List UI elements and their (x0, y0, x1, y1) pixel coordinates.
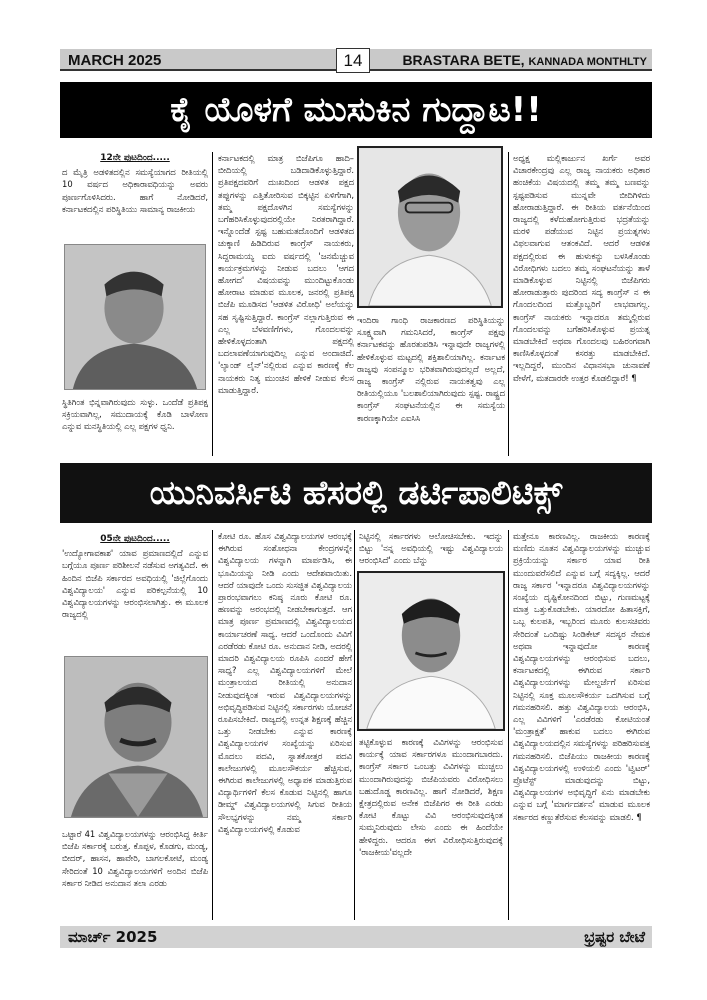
article1-col4-text: ಅಧ್ಯಕ್ಷ ಮಲ್ಲಿಕಾರ್ಜುನ ಖರ್ಗೆ ಅವರ ವಿಚಾರಕೇಂದ್ರವು ಎಲ್ಲ ರಾಜ್ಯ ನಾಯಕರು ಅಧಿಕಾರ ಹಂಚಿಕೆಯ ವಿಷಯದಲ್ಲಿ ತಮ್ಮ ತಮ್ಮ ಬಣವನ್ನು ಸ್ಪಷ್ಟಪಡಿಸುವ ಮುನ್ನವೇ ಬೀದಿಗಿಳಿದು ಹೋರಾಡುತ್ತಿದ್ದಾರೆ. ಈ ರೀತಿಯ ವರ್ತನೆಯಿಂದ ರಾಜ್ಯದಲ್ಲಿ ಕಳೆದುಹೋಗುತ್ತಿರುವ ಭದ್ರತೆಯನ್ನು ಮರಳಿ ಪಡೆಯುವ ನಿಟ್ಟಿನ ಪ್ರಯತ್ನಗಳು ವಿಫಲವಾಗುವ ಆತಂಕವಿದೆ. ಆದರೆ ಆಡಳಿತ ಪಕ್ಷದಲ್ಲಿರುವ ಈ ಹುಳುಕನ್ನು ಬಳಸಿಕೊಂಡು ವಿರೋಧಿಗಳು ಬದಲು ತಮ್ಮ ಸಂಘಟನೆಯನ್ನು ತಾಳೆ ಮಾಡಿಕೊಳ್ಳುವ ನಿಟ್ಟಿನಲ್ಲಿ ಬಿಜೆಪಿಗರು ಹೋರಾಡುತ್ತಾರು ಪುದರಿಂದ ಸದ್ಯ ಕಾಂಗ್ರೆಸ್ ನ ಈ ಗೊಂದಲದಿಂದ ಮತ್ತೊಬ್ಬರಿಗೆ ಲಾಭವಾಗಲ್ಲ. ಕಾಂಗ್ರೆಸ್ ನಾಯಕರು ಇನ್ನಾದರೂ ತಮ್ಮಲ್ಲಿರುವ ಗೊಂದಲವನ್ನು ಬಗೆಹರಿಸಿಕೊಳ್ಳುವ ಪ್ರಯತ್ನ ಮಾಡಬೇಕಿದೆ ಅಥವಾ ಗೊಂದಲವು ಬಹಿರಂಗವಾಗಿ ಕಾಣಿಸಿಕೊಳ್ಳದಂತೆ ಕಸರತ್ತು ಮಾಡಬೇಕಿದೆ. ಇಲ್ಲದಿದ್ದರೆ, ಮುಂದಿನ ವಿಧಾನಸಭಾ ಚುನಾವಣೆ ವೇಳೆಗೆ, ಮತದಾರರೇ ಉತ್ತರ ಕೊಡಲಿದ್ದಾರೆ! ¶ (513, 153, 650, 383)
article1-col1-bottom (62, 396, 208, 458)
article2-col3-top (359, 530, 503, 568)
article2-col4 (513, 530, 650, 920)
article2-col2 (218, 530, 352, 920)
article2-col1-text-bottom: ಒಟ್ಟಾರೆ 41 ವಿಶ್ವವಿದ್ಯಾಲಯಗಳನ್ನು ಆರಂಭಿಸಿದ್ದ ಕೀರ್ತಿ ಬಿಜೆಪಿ ಸರ್ಕಾರಕ್ಕೆ ಬರುತ್ತ. ಕೊಪ್ಪಳ, ಕೊಡಗು, ಮಂಡ್ಯ, ಬೀದರ್, ಹಾಸನ, ಹಾವೇರಿ, ಬಾಗಲಕೋಟೆ, ಮಂಡ್ಯ ಸೇರಿದಂತೆ 10 ವಿಶ್ವವಿದ್ಯಾಲಯಗಳಿಗೆ ಅಂದಿನ ಬಿಜೆಪಿ ಸರ್ಕಾರ ನೀಡಿದ ಅನುದಾನ ತಲಾ ಎರಡು (62, 829, 208, 888)
article2-headline: ಯುನಿವರ್ಸಿಟಿ ಹೆಸರಲ್ಲಿ ಡರ್ಟಿಪಾಲಿಟಿಕ್ಸ್ (60, 463, 652, 523)
article2-col1-text-top: 'ಉದ್ಯೋಗಾವಕಾಶ' ಯಾವ ಪ್ರಮಾಣದಲ್ಲಿದೆ ಎನ್ನುವ ಬಗ್ಗೆಯೂ ಪೂರ್ಣ ಪರಿಶೀಲನೆ ನಡೆಸುವ ಅಗತ್ಯವಿದೆ. ಈ ಹಿಂದಿನ ಬಿಜೆಪಿ ಸರ್ಕಾರದ ಅವಧಿಯಲ್ಲಿ 'ಜಿಲ್ಲೆಗೊಂದು ವಿಶ್ವವಿದ್ಯಾಲಯ' ಎನ್ನುವ ಪರಿಕಲ್ಪನೆಯಲ್ಲಿ 10 ವಿಶ್ವವಿದ್ಯಾಲಯಗಳನ್ನು ಆರಂಭಿಸಲಾಗಿತ್ತು. ಈ ಮೂಲಕ ರಾಜ್ಯದಲ್ಲಿ (62, 548, 208, 620)
continued-from-label: 12ನೇ ಪುಟದಿಂದ..... (100, 153, 170, 163)
article1-col1-text-bottom: ಸ್ಥಿತಿಗಿಂತ ಭಿನ್ನವಾಗಿರುವುದು ಸುಳ್ಳು. ಒಂದೆಡೆ ಪ್ರತಿಪಕ್ಷ ಸಕ್ರಿಯವಾಗಿಲ್ಲ, ಸಮುದಾಯಕ್ಕೆ ಕೊಡಿ ಬಾಳೋಣ ಎನ್ನುವ ಮನಸ್ಥಿತಿಯಲ್ಲಿ ಎಲ್ಲ ಪಕ್ಷಗಳ ಧ್ವನಿ. (62, 397, 208, 432)
column-divider (354, 530, 355, 920)
article2-col3-bottom (359, 736, 503, 920)
article2-col2-text: ಕೋಟಿ ರೂ. ಹೊಸ ವಿಶ್ವವಿದ್ಯಾಲಯಗಳ ಆರಂಭಕ್ಕೆ ಈಗಿರುವ ಸಂಶೋಧನಾ ಕೇಂದ್ರಗಳನ್ನೇ ವಿಶ್ವವಿದ್ಯಾಲಯ ಗಳನ್ನಾಗಿ ಮಾರ್ಪಡಿಸಿ, ಈ ಭೂಮಿಯನ್ನು ನೀಡಿ ಎಂದು ಆದೇಶವಾಯಿತು. ಆದರೆ ಯಾವುದೇ ಒಂದು ಸುಸಜ್ಜಿತ ವಿಶ್ವವಿದ್ಯಾಲಯ ಪ್ರಾರಂಭವಾಗಲು ಕನಿಷ್ಠ ನೂರು ಕೋಟಿ ರೂ. ಹಣವನ್ನು ಅರಂಭದಲ್ಲಿ ನೀಡಬೇಕಾಗುತ್ತದೆ. ಆಗ ಮಾತ್ರ ಪೂರ್ಣ ಪ್ರಮಾಣದಲ್ಲಿ ವಿಶ್ವವಿದ್ಯಾಲಯದ ಕಾರ್ಯಾಚರಣೆ ಸಾಧ್ಯ. ಆದರೆ ಒಂದೊಂದು ವಿವಿಗೆ ಎರಡೆರಡು ಕೋಟಿ ರೂ. ಅನುದಾನ ನೀಡಿ, ಅದರಲ್ಲಿ ಮಾದರಿ ವಿಶ್ವವಿದ್ಯಾಲಯ ರೂಪಿಸಿ ಎಂದರೆ ಹೇಗೆ ಸಾಧ್ಯ? ಎಲ್ಲ ವಿಶ್ವವಿದ್ಯಾಲಯಗಳಿಗೆ ಮೇಲೆ ಮಂತ್ರಾಲಯದ ರೀತಿಯಲ್ಲಿ ಅನುದಾನ ನೀಡುವುದಕ್ಕಿಂತ ಇರುವ ವಿಶ್ವವಿದ್ಯಾಲಯಗಳನ್ನು ಅಭಿವೃದ್ಧಿಪಡಿಸುವ ನಿಟ್ಟಿನಲ್ಲಿ ಸರ್ಕಾರಗಳು ಯೋಚನೆ ರೂಪಿಸಬೇಕಿದೆ. ರಾಜ್ಯದಲ್ಲಿ ಉನ್ನತ ಶಿಕ್ಷಣಕ್ಕೆ ಹೆಚ್ಚಿನ ಒತ್ತು ನೀಡಬೇಕು ಎನ್ನುವ ಕಾರಣಕ್ಕೆ ವಿಶ್ವವಿದ್ಯಾಲಯಗಳ ಸಂಖ್ಯೆಯನ್ನು ಏರಿಸುವ ಮೊದಲು ಪದವಿ, ಸ್ನಾತಕೋತ್ತರ ಪದವಿ ಕಾಲೇಜುಗಳಲ್ಲಿ ಮೂಲಸೌಕರ್ಯ ಹೆಚ್ಚಿಸುವ, ಈಗಿರುವ ಕಾಲೇಜುಗಳಲ್ಲಿ ಅಧ್ಯಾಪಕ ಮಾಡುತ್ತಿರುವ ವಿದ್ಯಾರ್ಥಿಗಳಿಗೆ ಕೆಲಸ ಕೊಡುವ ನಿಟ್ಟಿನಲ್ಲಿ ಹಾಗೂ ಡೀಮ್ಡ್ ವಿಶ್ವವಿದ್ಯಾಲಯಗಳಲ್ಲಿ ಸಿಗುವ ರೀತಿಯ ಸೌಲಭ್ಯಗಳನ್ನು ನಮ್ಮ ಸರ್ಕಾರಿ ವಿಶ್ವವಿದ್ಯಾಲಯಗಳಲ್ಲಿ ಕೊಡುವ (218, 531, 352, 834)
article1-headline: ಕೈ ಯೊಳಗೆ ಮುಸುಕಿನ ಗುದ್ದಾಟ!! (60, 82, 652, 138)
column-divider (508, 530, 509, 920)
portrait-icon (359, 148, 501, 306)
article1-col4 (513, 152, 650, 456)
article1-col2 (218, 152, 354, 456)
continued-from-label: 05ನೇ ಪುಟದಿಂದ..... (100, 534, 170, 544)
article2-photo-2 (357, 571, 505, 731)
article1-photo-2 (357, 146, 503, 308)
issue-date: MARCH 2025 (68, 52, 162, 69)
article1-col3-text: ಇಂದಿರಾ ಗಾಂಧಿ ರಾಜಕಾರಣದ ಪರಿಸ್ಥಿತಿಯನ್ನು ಸೂಕ್ಷ್ಮವಾಗಿ ಗಮನಿಸಿದರೆ, ಕಾಂಗ್ರೆಸ್ ಪಕ್ಷವು ಕರ್ನಾಟಕವನ್ನು ಹೊರತುಪಡಿಸಿ ಇನ್ನಾವುದೇ ರಾಜ್ಯಗಳಲ್ಲಿ ಹೇಳಿಕೊಳ್ಳುವ ಮಟ್ಟದಲ್ಲಿ ಶಕ್ತಿಶಾಲಿಯಾಗಿಲ್ಲ. ಕರ್ನಾಟಕ ರಾಜ್ಯವು ಸಂಪನ್ಮೂಲ ಭರಿತವಾಗಿರುವುದಲ್ಲದೆ ಅಲ್ಲದೆ, ರಾಜ್ಯ ಕಾಂಗ್ರೆಸ್ ನಲ್ಲಿರುವ ನಾಯಕತ್ವವು ಎಲ್ಲ ರೀತಿಯಲ್ಲಿಯೂ 'ಬಲಶಾಲಿಯಾಗಿರುವುದು ಸ್ಪಷ್ಟ. ರಾಷ್ಟ್ರದ ಕಾಂಗ್ರೆಸ್ ಸಂಘಟನೆಯಲ್ಲಿನ ಈ ಸಮಸ್ಯೆಯ ಕಾರಣಕ್ಕಾಗಿಯೇ ಎಐಸಿಸಿ (357, 315, 505, 423)
portrait-icon (65, 657, 207, 817)
article2-col1-bottom (62, 828, 208, 920)
publication-name (402, 52, 647, 68)
article2-col3-text-bottom: ತಟ್ಟಿಕೊಳ್ಳುವ ಕಾರಣಕ್ಕೆ ವಿವಿಗಳನ್ನು ಆರಂಭಿಸುವ ಕಾರ್ಯಕ್ಕೆ ಯಾವ ಸರ್ಕಾರಗಳೂ ಮುಂದಾಗಬಾರದು. ಕಾಂಗ್ರೆಸ್ ಸರ್ಕಾರ ಒಂಬತ್ತು ವಿವಿಗಳನ್ನು ಮುಚ್ಚಲು ಮುಂದಾಗಿರುವುದನ್ನು ಬಿಜೆಪಿಯವರು ವಿರೋಧಿಸಲು ಬಹುದೊಡ್ಡ ಕಾರಣವಿಲ್ಲ. ಹಾಗೆ ನೋಡಿದರೆ, ಶಿಕ್ಷಣ ಕ್ಷೇತ್ರದಲ್ಲಿರುವ ಅನೇಕ ಬಿಜೆಪಿಗರ ಈ ರೀತಿ ಎರಡು ಕೋಟಿ ಕೊಟ್ಟು ವಿವಿ ಆರಂಭಿಸುವುದಕ್ಕಿಂತ ಸುಮ್ಮನಿರುವುದು ಲೇಸು ಎಂದು ಈ ಹಿಂದೆಯೇ ಹೇಳಿದ್ದರು. ಆದರೂ ಈಗ ವಿರೋಧಿಸುತ್ತಿರುವುದಕ್ಕೆ 'ರಾಜಕೀಯ'ವಲ್ಲದೇ (359, 737, 503, 857)
column-divider (212, 530, 213, 920)
footer-publication: ಭ್ರಷ್ಟರ ಬೇಟೆ (584, 928, 645, 946)
article2-photo-1 (64, 656, 208, 818)
article1-col1-top (62, 152, 208, 238)
article2-col3-text-top: ನಿಟ್ಟಿನಲ್ಲಿ ಸರ್ಕಾರಗಳು ಆಲೋಚಿಸಬೇಕು. ಇದನ್ನು ಬಿಟ್ಟು 'ನನ್ನ ಅವಧಿಯಲ್ಲಿ ಇಷ್ಟು ವಿಶ್ವವಿದ್ಯಾಲಯ ಆರಂಭಿಸಿದೆ' ಎಂದು ಬೆನ್ನು (359, 531, 503, 566)
article1-col2-text: ಕರ್ನಾಟಕದಲ್ಲಿ ಮಾತ್ರ ಬಿಜೆಪಿಗೂ ಹಾದಿ– ಬೀದಿಯಲ್ಲಿ ಬಡಿದಾಡಿಕೊಳ್ಳುತ್ತಿದ್ದಾರೆ. ಪ್ರತಿಪಕ್ಷದವರಿಗೆ ದುಃಖದಿಂದ ಆಡಳಿತ ಪಕ್ಷದ ತಪ್ಪುಗಳನ್ನು ಎತ್ತಿತೋರಿಸುವ ಬಿಕ್ಕಟ್ಟಿನ ಏಳಿಗೆಗಾಗಿ, ತಮ್ಮ ಪಕ್ಷದೊಳಗಿನ ಸಮಸ್ಯೆಗಳನ್ನು ಬಗೆಹರಿಸಿಕೊಳ್ಳುವುದರಲ್ಲಿಯೇ ನಿರತರಾಗಿದ್ದಾರೆ. ಇನ್ನೊಂದೆಡೆ ಸ್ಪಷ್ಟ ಬಹುಮತದೊಂದಿಗೆ ಆಡಳಿತದ ಚುಕ್ಕಾಣಿ ಹಿಡಿದಿರುವ ಕಾಂಗ್ರೆಸ್ ನಾಯಕರು, ಸಿದ್ದರಾಮಯ್ಯ ಐದು ವರ್ಷದಲ್ಲಿ 'ಜನಮೆಚ್ಚುವ ಕಾರ್ಯಕ್ರಮಗಳನ್ನು ನೀಡುವ ಬದಲು 'ಆಗದ ಹೋಗದ' ವಿಷಯವನ್ನು ಮುಂದಿಟ್ಟುಕೊಂಡು ಹೋರಾಟ ಮಾಡುವ ಮೂಲಕ, ಜನರಲ್ಲಿ ಪ್ರತಿಪಕ್ಷ ಬಿಜೆಪಿ ಮೂಡಿಸದ 'ಆಡಳಿತ ವಿರೋಧಿ' ಅಲೆಯನ್ನು ಸಹ ಸೃಷ್ಟಿಸುತ್ತಿದ್ದಾರೆ. ಕಾಂಗ್ರೆಸ್ ನಲ್ಲಾಗುತ್ತಿರುವ ಈ ಎಲ್ಲ ಬೆಳವಣಿಗೆಗಳು, ಗೊಂದಲವನ್ನು ಹೇಳಿಕೊಳ್ಳದಂತಾಗಿ ಪಕ್ಷದಲ್ಲಿ ಬದಲಾವಣೆಯಾಗುವುದಿಲ್ಲ ಎನ್ನುವ ಅಂದಾಜಿದೆ. 'ಲ್ಯಾಂಡ್ ಲೈನ್'ನಲ್ಲಿರುವ ಎನ್ನುವ ಕಾರಣಕ್ಕೆ ಕೆಲ ನಾಯಕರು ನಿತ್ಯ ಮುಂಚಿನ ಹೇಳಿಕೆ ನೀಡುವ ಕೆಲಸ ಮಾಡುತ್ತಿದ್ದಾರೆ. (218, 153, 354, 395)
page-number: 14 (336, 48, 370, 73)
article1-photo-1 (64, 244, 206, 390)
article1-col1-text-top: ದ ಮೈತ್ರಿ ಅಡಳಿತದಲ್ಲಿನ ಸಮಸ್ಯೆಯಾಗದ ರೀತಿಯಲ್ಲಿ 10 ವರ್ಷದ ಅಧಿಕಾರಾವಧಿಯನ್ನು ಅವರು ಪೂರ್ಣಗೊಳಿಸಿದರು. ಹಾಗೆ ನೋಡಿದರೆ, ಕರ್ನಾಟಕದಲ್ಲಿನ ಪರಿಸ್ಥಿತಿಯು ಸಾಮಾನ್ಯ ರಾಜಕೀಯ (62, 167, 208, 214)
publication-title: BRASTARA BETE, (402, 52, 525, 68)
article2-col1-top (62, 533, 208, 651)
publication-subtitle: KANNADA MONTHLTY (528, 56, 647, 68)
column-divider (212, 152, 213, 456)
column-divider (508, 152, 509, 456)
footer-date: ಮಾರ್ಚ್ 2025 (68, 928, 158, 946)
portrait-icon (65, 245, 205, 389)
portrait-icon (359, 573, 503, 729)
article2-col4-text: ಮತ್ತೇನೂ ಕಾರಣವಿಲ್ಲ. ರಾಜಕೀಯ ಕಾರಣಕ್ಕೆ ಮಣಿದು ನೂತನ ವಿಶ್ವವಿದ್ಯಾಲಯಗಳನ್ನು ಮುಚ್ಚುವ ಪ್ರಕ್ರಿಯೆಯನ್ನು ಸರ್ಕಾರ ಯಾವ ರೀತಿ ಮುಂದುವರೆಸಲಿದೆ ಎನ್ನುವ ಬಗ್ಗೆ ಸದ್ಯಕ್ಕಿಲ್ಲ. ಆದರೆ ರಾಜ್ಯ ಸರ್ಕಾರ 'ಇನ್ನಾದರೂ ವಿಶ್ವವಿದ್ಯಾಲಯಗಳನ್ನು ಸಂಖ್ಯೆಯ ದೃಷ್ಟಿಕೋನದಿಂದ ಬಿಟ್ಟು, ಗುಣಮಟ್ಟಕ್ಕೆ ಮಾತ್ರ ಒತ್ತುಕೊಡಬೇಕು. ಯಾರದೋ ಹಿತಾಸಕ್ತಿಗೆ, ಒಬ್ಬ ಕುಲಪತಿ, ಇಬ್ಬರಿಂದ ಮೂರು ಕುಲಸಚಿವರು ಸೇರಿದಂತೆ ಒಂದಿಷ್ಟು ಸಿಂಡಿಕೇಟ್ ಸದಸ್ಯರ ನೇಮಕ ಅಥವಾ ಇನ್ನಾವುದೋ ಕಾರಣಕ್ಕೆ ವಿಶ್ವವಿದ್ಯಾಲಯಗಳನ್ನು ಆರಂಭಿಸುವ ಬದಲು, ಕರ್ನಾಟಕದಲ್ಲಿ ಈಗಿರುವ ಸರ್ಕಾರಿ ವಿಶ್ವವಿದ್ಯಾಲಯಗಳನ್ನು ಮೇಲ್ದರ್ಜೆಗೆ ಏರಿಸುವ ನಿಟ್ಟಿನಲ್ಲಿ ಸೂಕ್ತ ಮೂಲಸೌಕರ್ಯ ಒದಗಿಸುವ ಬಗ್ಗೆ ಗಮನಹರಿಸಲಿ. ಹತ್ತು ವಿಶ್ವವಿದ್ಯಾಲಯ ಆರಂಭಿಸಿ, ಎಲ್ಲ ವಿವಿಗಳಿಗೆ 'ಎರಡೆರಡು ಕೋಟಿಯಂತೆ 'ಮಂತ್ರಾಕ್ಷತೆ' ಹಾಕುವ ಬದಲು ಈಗಿರುವ ವಿಶ್ವವಿದ್ಯಾಲಯದಲ್ಲಿನ ಸಮಸ್ಯೆಗಳನ್ನು ಪರಿಹರಿಸುವತ್ತ ಗಮನಹರಿಸಲಿ. ಬಿಜೆಪಿಯು ರಾಜಕೀಯ ಕಾರಣಕ್ಕೆ ವಿಶ್ವವಿದ್ಯಾಲಯಗಳಲ್ಲಿ ಉಳಿಯಲಿ ಎಂದು 'ಟ್ವಿಟರ್' ಪ್ರೊಟೆಸ್ಟ್ ಮಾಡುವುದನ್ನು ಬಿಟ್ಟು, ವಿಶ್ವವಿದ್ಯಾಲಯಗಳ ಅಭಿವೃದ್ಧಿಗೆ ಏನು ಮಾಡಬೇಕು ಎನ್ನುವ ಬಗ್ಗೆ 'ಮಾರ್ಗದರ್ಶನ' ಮಾಡುವ ಮೂಲಕ ಸರ್ಕಾರದ ಕಣ್ಣುತೆರೆಸುವ ಕೆಲಸವನ್ನು ಮಾಡಲಿ. ¶ (513, 531, 650, 822)
article1-col3 (357, 314, 505, 456)
